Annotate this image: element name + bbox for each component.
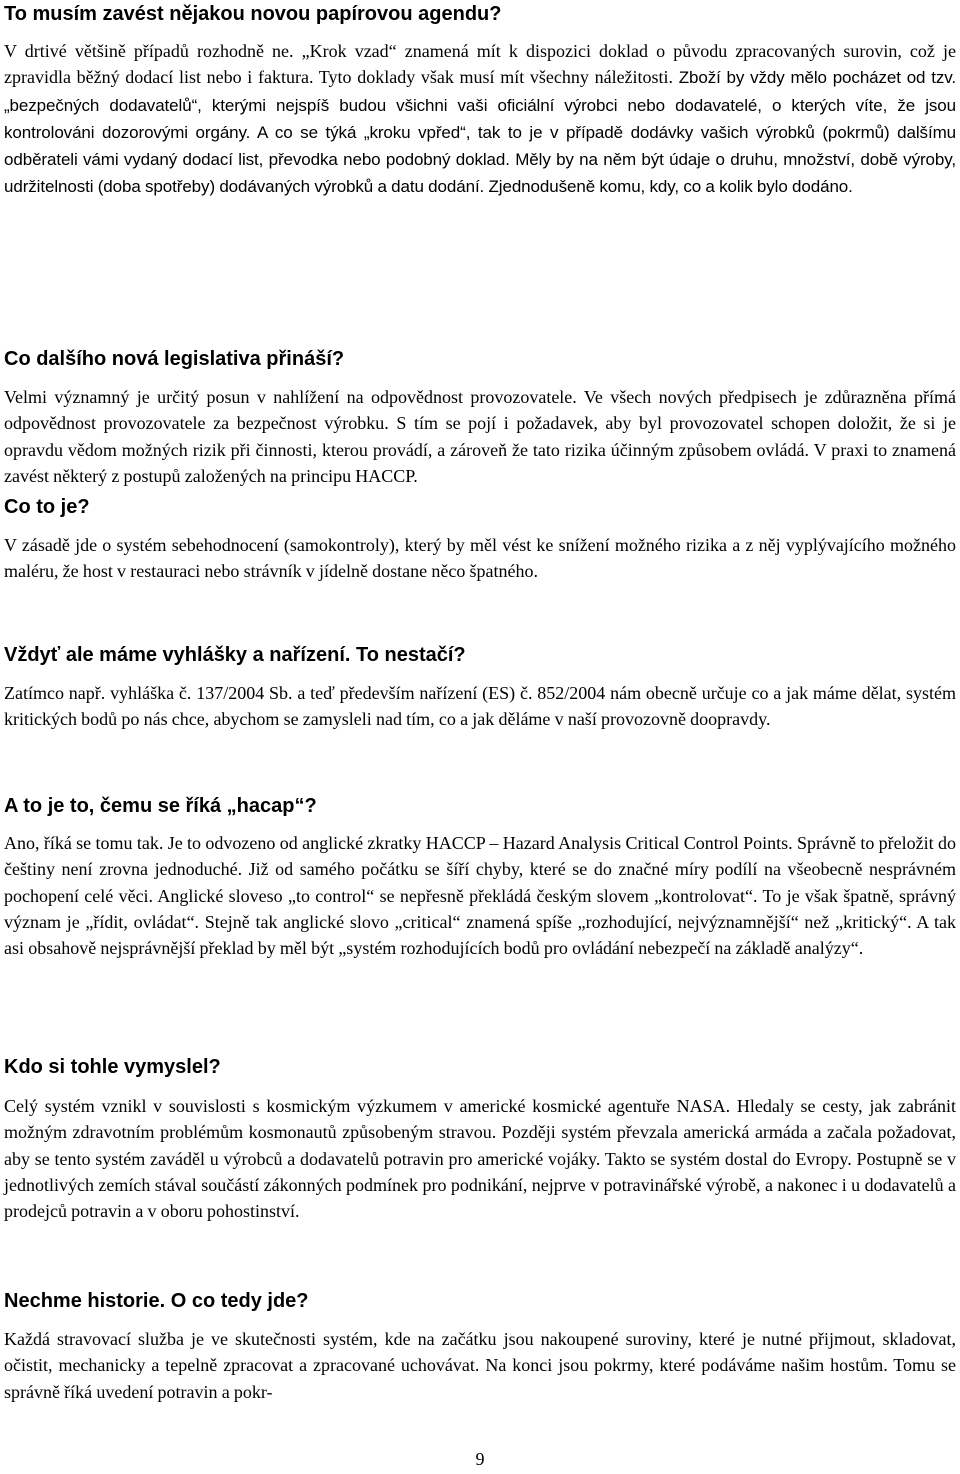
section-paragraph-co-to-je: V zásadě jde o systém sebehodnocení (samokontroly), který by měl vést ke snížení možného rizika a z něj vyplývajícího možného maléru, že host v restauraci nebo strávník v jídelně dostane něco špatného. <box>4 535 956 582</box>
section-heading-co-to-je: Co to je? <box>4 496 90 518</box>
section-heading-kdo: Kdo si tohle vymyslel? <box>4 1056 221 1078</box>
paragraph-serif-part: V drtivé většině případů rozhodně ne. „Krok vzad“ znamená mít k dispozici doklad o původu zpracovaných surovin, což je zpravidla běžný dodací list nebo i faktura. Tyto doklady však musí mít všechny náležitosti. <box>4 41 956 88</box>
section-heading-hacap: A to je to, čemu se říká „hacap“? <box>4 795 317 817</box>
section-paragraph-historie: Každá stravovací služba je ve skutečnosti systém, kde na začátku jsou nakoupené suroviny, které je nutné přijmout, skladovat, očistit, mechanicky a tepelně zpracovat a zpracované uchovávat. Na konci jsou pokrmy, které podáváme našim hostům. Tomu se správně říká uvedení potravin a pokr- <box>4 1329 956 1402</box>
paragraph-sans-part: Zboží by vždy mělo pocházet od tzv. „bezpečných dodavatelů“, kterými nejspíš budou všichni vaši oficiální výrobci nebo dodavatelé, o kterých víte, že jsou kontrolováni dozorovými orgány. A co se týká „kroku vpřed“, tak to je v případě dodávky vašich výrobků (pokrmů) dalšímu odběrateli vámi vydaný dodací list, převodka nebo podobný doklad. Měly by na něm být údaje o druhu, množství, době výroby, udržitelnosti (doba spotřeby) dodávaných výrobků a datu dodání. Zjednodušeně komu, kdy, co a kolik bylo dodáno. <box>4 68 956 197</box>
section-heading-historie: Nechme historie. O co tedy jde? <box>4 1290 309 1312</box>
section-heading-legislativa: Co dalšího nová legislativa přináší? <box>4 348 345 370</box>
section-paragraph-agenda <box>4 38 956 201</box>
section-paragraph-legislativa: Velmi významný je určitý posun v nahlížení na odpovědnost provozovatele. Ve všech nových předpisech je zdůrazněna přímá odpovědnost provozovatele za bezpečnost výrobku. S tím se pojí i požadavek, aby byl provozovatel schopen doložit, že si je opravdu vědom možných rizik při činnosti, kterou provádí, a zároveň že tato rizika účinným způsobem ovládá. V praxi to znamená zavést některý z postupů založených na principu HACCP. <box>4 387 956 486</box>
page-number: 9 <box>475 1449 485 1469</box>
section-heading-agenda: To musím zavést nějakou novou papírovou agendu? <box>4 3 502 25</box>
section-paragraph-hacap: Ano, říká se tomu tak. Je to odvozeno od anglické zkratky HACCP – Hazard Analysis Critical Control Points. Správně to přeložit do češtiny není zrovna jednoduché. Již od samého počátku se šíří chyby, které se do značné míry podílí na všeobecně nesprávném pochopení celé věci. Anglické sloveso „to control“ se nepřesně překládá českým slovem „kontrolovat“. To je však špatně, správný význam je „řídit, ovládat“. Stejně tak anglické slovo „critical“ znamená spíše „rozhodující, nejvýznamnější“ než „kritický“. A tak asi obsahově nejsprávnější překlad by měl být „systém rozhodujících bodů pro ovládání nebezpečí na základě analýzy“. <box>4 833 956 959</box>
section-paragraph-kdo: Celý systém vznikl v souvislosti s kosmickým výzkumem v americké kosmické agentuře NASA. Hledaly se cesty, jak zabránit možným zdravotním problémům kosmonautů způsobeným stravou. Později systém převzala americká armáda a začala požadovat, aby se tento systém zaváděl u výrobců a dodavatelů potravin pro americké vojáky. Takto se systém dostal do Evropy. Postupně se v jednotlivých zemích stával součástí zákonných podmínek pro podnikání, nejprve v potravinářské výrobě, a nakonec i u dodavatelů a prodejců potravin a v oboru pohostinství. <box>4 1096 956 1222</box>
section-heading-vyhlasky: Vždyť ale máme vyhlášky a nařízení. To nestačí? <box>4 644 466 666</box>
section-paragraph-vyhlasky: Zatímco např. vyhláška č. 137/2004 Sb. a teď především nařízení (ES) č. 852/2004 nám obecně určuje co a jak máme dělat, systém kritických bodů po nás chce, abychom se zamysleli nad tím, co a jak děláme v naší provozovně doopravdy. <box>4 683 956 730</box>
